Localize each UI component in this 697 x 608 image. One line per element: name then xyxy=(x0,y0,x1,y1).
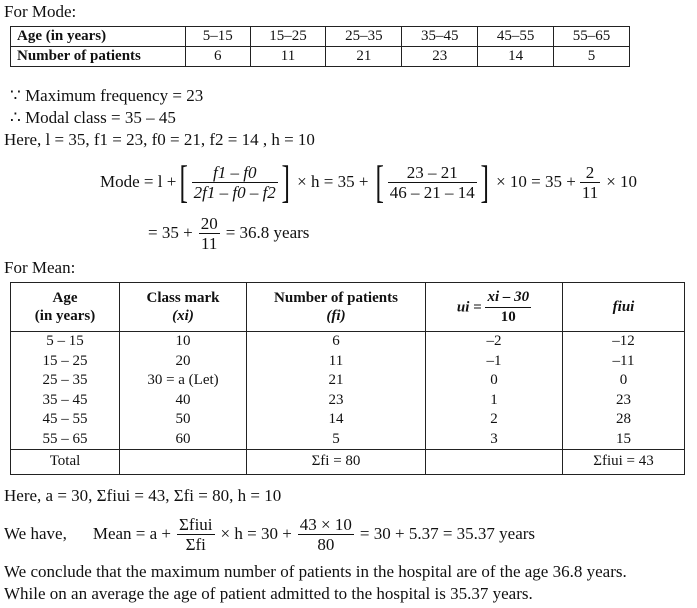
row-class-mark-cell: 60 xyxy=(120,430,247,450)
mode-formula-tail: × 10 = 35 + xyxy=(496,172,576,191)
mean-formula-mid: × h = 30 + xyxy=(220,524,292,543)
header-class-mark-label: Class mark xyxy=(146,290,220,306)
mode-frequency-cell: 11 xyxy=(250,47,326,67)
mode-age-label: Age (in years) xyxy=(11,27,186,47)
mode-class-cell: 35–45 xyxy=(402,27,478,47)
mode-frequency-cell: 21 xyxy=(326,47,402,67)
mode-class-cell: 5–15 xyxy=(186,27,251,47)
header-ui xyxy=(426,283,563,332)
row-frequency-cell: 6 xyxy=(247,332,426,352)
bracket-close: ] xyxy=(281,156,290,207)
mode-class-cell: 15–25 xyxy=(250,27,326,47)
mode-heading: For Mode: xyxy=(4,2,77,21)
mode-formula-lead: Mode = l + xyxy=(100,172,177,191)
mode-frequency-cell: 23 xyxy=(402,47,478,67)
mean-formula-lhs: Mean = a + xyxy=(92,524,172,543)
mode-fraction-simplified xyxy=(580,163,600,202)
mean-calculation-table xyxy=(10,282,685,475)
mean-formula xyxy=(4,510,535,558)
fraction-numerator: 2 xyxy=(585,162,595,182)
mean-formula-intro: We have, xyxy=(4,524,67,543)
header-age xyxy=(11,283,120,332)
header-patients xyxy=(247,283,426,332)
row-ui-cell: 1 xyxy=(426,391,563,411)
mode-fraction-numeric xyxy=(388,163,477,202)
modal-class-line: ∴ Modal class = 35 – 45 xyxy=(10,108,176,127)
header-ui-lhs: ui = xyxy=(456,299,482,315)
row-class-mark-cell: 50 xyxy=(120,410,247,430)
row-fiui-cell: 28 xyxy=(563,410,685,430)
mode-result-fraction xyxy=(199,214,220,253)
header-age-label: Age xyxy=(52,290,78,306)
fraction-numerator: 43 × 10 xyxy=(299,514,352,534)
row-fiui-cell: 0 xyxy=(563,371,685,391)
mode-formula-mid: × h = 35 + xyxy=(297,172,369,191)
mode-table-row-age xyxy=(11,27,630,47)
mode-result-lead: = 35 + xyxy=(148,223,193,242)
header-age-sub: (in years) xyxy=(34,308,96,324)
row-ui-cell: 3 xyxy=(426,430,563,450)
row-class-mark-cell: 40 xyxy=(120,391,247,411)
mode-patients-label: Number of patients xyxy=(11,47,186,67)
fraction-denominator: 2f1 – f0 – f2 xyxy=(193,182,276,202)
fraction-denominator: 80 xyxy=(298,534,354,554)
mode-formula xyxy=(100,154,637,210)
row-fiui-cell: –12 xyxy=(563,332,685,352)
total-sum-f: Σfi = 80 xyxy=(247,450,426,475)
fraction-denominator: 46 – 21 – 14 xyxy=(389,182,475,202)
mean-table-row xyxy=(11,352,685,372)
row-frequency-cell: 14 xyxy=(247,410,426,430)
fraction-numerator: 23 – 21 xyxy=(406,162,458,182)
header-fiui xyxy=(563,283,685,332)
row-frequency-cell: 11 xyxy=(247,352,426,372)
row-ui-cell: 2 xyxy=(426,410,563,430)
total-label: Total xyxy=(11,450,120,475)
row-age-cell: 15 – 25 xyxy=(11,352,120,372)
total-sum-fu: Σfiui = 43 xyxy=(563,450,685,475)
mode-fraction-general xyxy=(192,163,278,202)
mode-frequency-cell: 14 xyxy=(478,47,554,67)
fraction-denominator: 10 xyxy=(485,307,531,327)
row-ui-cell: –2 xyxy=(426,332,563,352)
mode-given-values: Here, l = 35, f1 = 23, f0 = 21, f2 = 14 , h = 10 xyxy=(4,130,315,149)
mean-table-row xyxy=(11,391,685,411)
row-age-cell: 5 – 15 xyxy=(11,332,120,352)
header-class-mark-sub: (xi) xyxy=(172,308,194,324)
row-class-mark-cell: 30 = a (Let) xyxy=(120,371,247,391)
bracket-open: [ xyxy=(179,156,189,207)
mean-table-header xyxy=(11,283,685,332)
mode-result-tail: = 36.8 years xyxy=(225,223,310,242)
mode-frequency-cell: 6 xyxy=(186,47,251,67)
row-fiui-cell: 15 xyxy=(563,430,685,450)
row-frequency-cell: 5 xyxy=(247,430,426,450)
conclusion-line-2: While on an average the age of patient admitted to the hospital is 35.37 years. xyxy=(4,584,533,603)
mode-frequency-table xyxy=(10,26,630,67)
header-ui-fraction xyxy=(485,288,531,327)
mean-fraction-general xyxy=(177,515,215,554)
row-class-mark-cell: 10 xyxy=(120,332,247,352)
row-fiui-cell: 23 xyxy=(563,391,685,411)
row-ui-cell: 0 xyxy=(426,371,563,391)
mode-frequency-cell: 5 xyxy=(554,47,630,67)
bracket-open: [ xyxy=(375,156,385,207)
row-age-cell: 35 – 45 xyxy=(11,391,120,411)
row-class-mark-cell: 20 xyxy=(120,352,247,372)
mean-table-total-row xyxy=(11,450,685,475)
mean-table-body xyxy=(11,332,685,450)
row-age-cell: 45 – 55 xyxy=(11,410,120,430)
fraction-denominator: 11 xyxy=(199,233,220,253)
mean-formula-tail: = 30 + 5.37 = 35.37 years xyxy=(359,524,536,543)
fraction-denominator: 11 xyxy=(581,182,599,202)
row-frequency-cell: 21 xyxy=(247,371,426,391)
mode-result xyxy=(148,212,309,254)
mean-given-values: Here, a = 30, Σfiui = 43, Σfi = 80, h = 10 xyxy=(4,486,282,505)
header-fiui-label: fiui xyxy=(612,299,635,315)
row-age-cell: 55 – 65 xyxy=(11,430,120,450)
header-class-mark xyxy=(120,283,247,332)
fraction-numerator: f1 – f0 xyxy=(213,162,257,182)
mode-table-row-patients xyxy=(11,47,630,67)
total-empty-cell xyxy=(120,450,247,475)
mode-class-cell: 45–55 xyxy=(478,27,554,47)
fraction-numerator: Σfiui xyxy=(179,514,213,534)
mean-fraction-numeric xyxy=(298,515,354,554)
row-age-cell: 25 – 35 xyxy=(11,371,120,391)
mean-table-row xyxy=(11,332,685,352)
bracket-close: ] xyxy=(480,156,489,207)
mode-class-cell: 25–35 xyxy=(326,27,402,47)
fraction-denominator: Σfi xyxy=(177,534,215,554)
header-patients-sub: (fi) xyxy=(326,308,346,324)
fraction-numerator: 20 xyxy=(200,213,218,233)
fraction-numerator: xi – 30 xyxy=(487,288,530,305)
max-frequency-line: ∵ Maximum frequency = 23 xyxy=(10,86,204,105)
mean-table-row xyxy=(11,430,685,450)
row-frequency-cell: 23 xyxy=(247,391,426,411)
row-fiui-cell: –11 xyxy=(563,352,685,372)
row-ui-cell: –1 xyxy=(426,352,563,372)
mode-formula-end: × 10 xyxy=(606,172,638,191)
mode-class-cell: 55–65 xyxy=(554,27,630,47)
header-patients-label: Number of patients xyxy=(274,290,398,306)
mean-table-row xyxy=(11,371,685,391)
mean-table-row xyxy=(11,410,685,430)
conclusion-line-1: We conclude that the maximum number of patients in the hospital are of the age 36.8 years. xyxy=(4,562,627,581)
mean-heading: For Mean: xyxy=(4,258,76,277)
total-empty-cell xyxy=(426,450,563,475)
